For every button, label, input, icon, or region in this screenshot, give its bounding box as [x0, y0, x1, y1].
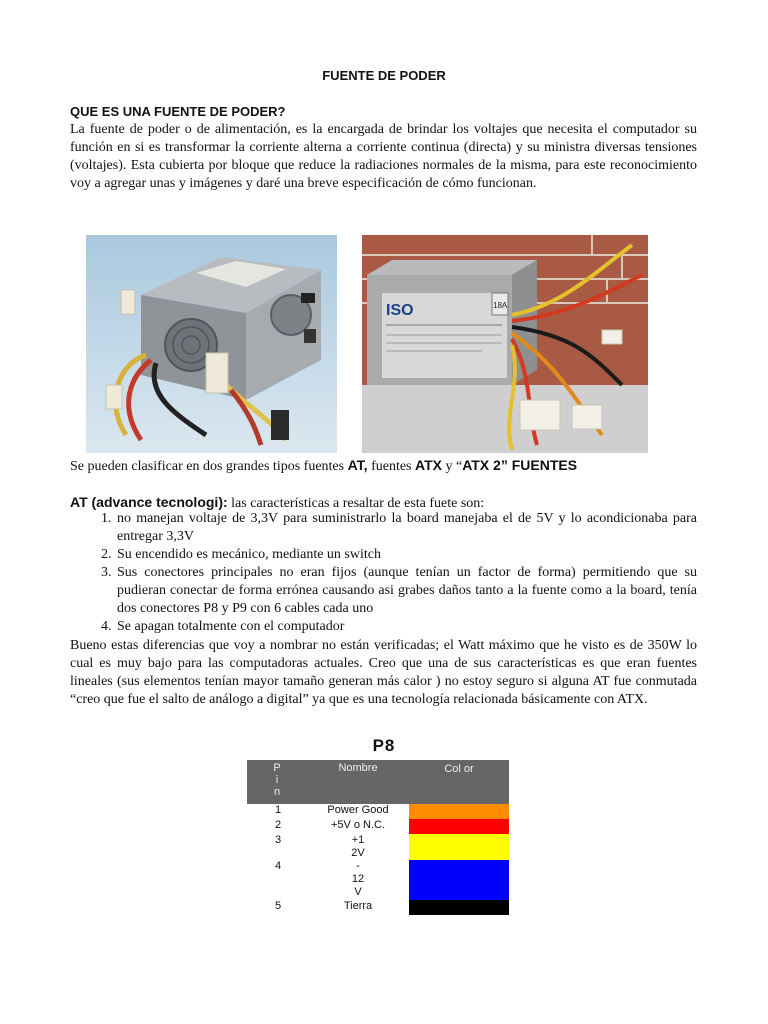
pin-name	[307, 834, 409, 860]
list-item: 3. Sus conectores principales no eran fijos (aunque tenían un factor de forma) permitiendo que su pudieran conectar de forma errónea causando asi grabes daños tanto a la fuente como a la board, tenía dos conectores P8 y P9 con 6 cables cada uno	[115, 564, 697, 618]
list-item: 2. Su encendido es mecánico, mediante un switch	[115, 546, 697, 564]
header-pin	[247, 760, 307, 804]
table-row	[247, 819, 509, 834]
color-swatch	[409, 804, 509, 819]
classification-sentence	[70, 457, 577, 475]
header-color	[409, 760, 509, 804]
classify-atx2: ATX 2” FUENTES	[462, 457, 578, 473]
table-row	[247, 804, 509, 819]
pin-name: Power Good	[327, 804, 389, 816]
at-section-text: las características a resaltar de esta fuete son:	[227, 496, 485, 511]
pin-name-line: 12	[351, 873, 365, 885]
power-supply-photo-right	[362, 235, 648, 453]
pin-number: 5	[275, 900, 282, 912]
pin-number: 4	[275, 860, 282, 872]
pin-name: +5V o N.C.	[330, 819, 386, 831]
table-row	[247, 860, 509, 900]
header-pin-p: P	[273, 762, 281, 774]
pin-name-line: V	[354, 886, 362, 898]
table-header-row	[247, 760, 509, 804]
table-row	[247, 834, 509, 860]
pin-name: Tierra	[343, 900, 373, 912]
pin-name-line: -	[356, 860, 360, 872]
classify-at: AT,	[347, 457, 368, 473]
color-swatch	[409, 900, 509, 915]
section-question-heading: QUE ES UNA FUENTE DE PODER?	[70, 104, 286, 119]
color-swatch	[409, 834, 509, 860]
at-section-label: AT (advance tecnologi):	[70, 494, 228, 510]
pin-name	[307, 860, 409, 900]
color-swatch	[409, 860, 509, 900]
table-title: P8	[372, 736, 396, 755]
header-pin-i: i	[275, 774, 279, 786]
amperage-badge: 18A	[493, 301, 508, 310]
pin-number: 3	[275, 834, 282, 846]
list-item: 4. Se apagan totalmente con el computador	[115, 618, 697, 636]
color-swatch	[409, 819, 509, 834]
p8-pinout-table	[247, 760, 509, 915]
classify-y: y “	[441, 459, 463, 474]
header-nombre: Nombre	[307, 760, 409, 804]
header-pin-n: n	[273, 786, 281, 798]
pin-number: 1	[275, 804, 282, 816]
classify-pre: Se pueden clasificar en dos grandes tipos fuentes	[70, 459, 348, 474]
at-characteristics-list	[70, 510, 697, 636]
power-supply-photo-left	[86, 235, 337, 453]
table-row	[247, 900, 509, 915]
header-color-text: Col or	[444, 763, 474, 775]
document-title: FUENTE DE PODER	[322, 68, 446, 83]
list-item: 1. no manejan voltaje de 3,3V para suministrarlo la board manejaba el de 5V y lo acondicionaba para entregar 3,3V	[115, 510, 697, 546]
pin-name-line: 2V	[351, 847, 365, 859]
pin-number: 2	[275, 819, 282, 831]
intro-paragraph: La fuente de poder o de alimentación, es la encargada de brindar los voltajes que necesita el computador su función en si es transformar la corriente alterna a corriente continua (directa) y su ministra diversas tensiones (voltajes). Esta cubierta por bloque que reduce la radiaciones normales de la misma, para este reconocimiento voy a agregar unas y imágenes y daré una breve especificación de cómo funcionan.	[70, 122, 697, 191]
iso-brand-text: ISO	[386, 302, 414, 319]
closing-paragraph: Bueno estas diferencias que voy a nombrar no están verificadas; el Watt máximo que he visto es de 350W lo cual es muy bajo para las computadoras actuales. Creo que una de sus características es que eran fuentes lineales (sus elementos tenían mayor tamaño generan más calor ) no estoy seguro si alguna AT fue conmutada “creo que fue el salto de análogo a digital” ya que es una tecnología relacionada básicamente con ATX.	[70, 638, 697, 707]
classify-mid: fuentes	[367, 459, 415, 474]
classify-atx: ATX	[415, 457, 442, 473]
pin-name-line: +1	[351, 834, 365, 846]
